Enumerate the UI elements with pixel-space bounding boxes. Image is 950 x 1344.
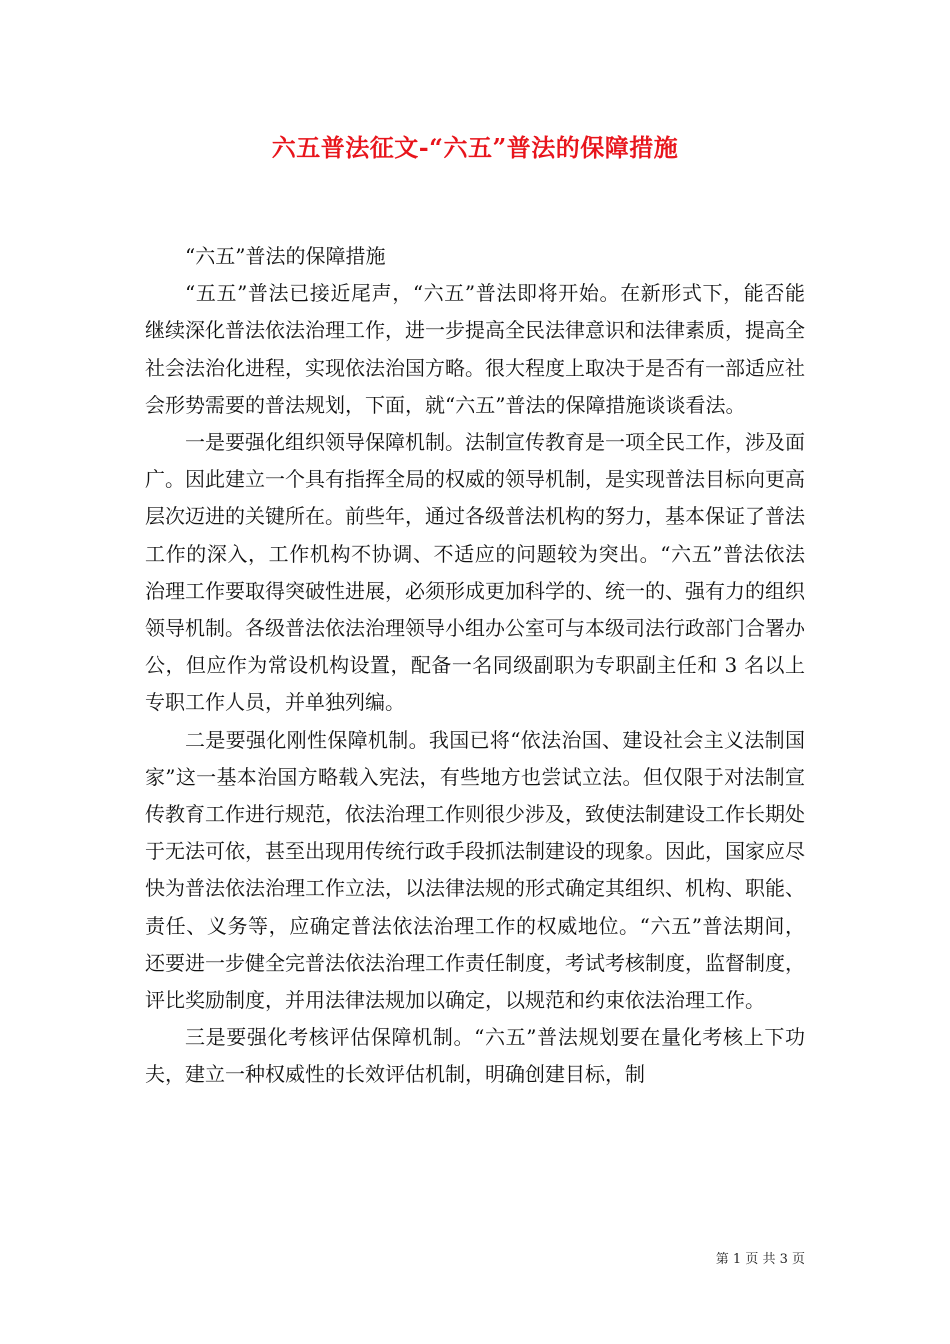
paragraph-point-one: 一是要强化组织领导保障机制。法制宣传教育是一项全民工作，涉及面广。因此建立一个具有指挥全局的权威的领导机制，是实现普法目标向更高层次迈进的关键所在。前些年，通过各级普法机构的努力，基本保证了普法工作的深入，工作机构不协调、不适应的问题较为突出。“六五”普法依法治理工作要取得突破性进展，必须形成更加科学的、统一的、强有力的组织领导机制。各级普法依法治理领导小组办公室可与本级司法行政部门合署办公，但应作为常设机构设置，配备一名同级副职为专职副主任和 3 名以上专职工作人员，并单独列编。 <box>145 430 805 715</box>
paragraph-subtitle: “六五”普法的保障措施 <box>185 244 386 268</box>
paragraph-point-two: 二是要强化刚性保障机制。我国已将“依法治国、建设社会主义法制国家”这一基本治国方略载入宪法，有些地方也尝试立法。但仅限于对法制宣传教育工作进行规范，依法治理工作则很少涉及，致使法制建设工作长期处于无法可依，甚至出现用传统行政手段抓法制建设的现象。因此，国家应尽快为普法依法治理工作立法，以法律法规的形式确定其组织、机构、职能、责任、义务等，应确定普法依法治理工作的权威地位。“六五”普法期间，还要进一步健全完普法依法治理工作责任制度，考试考核制度，监督制度，评比奖励制度，并用法律法规加以确定，以规范和约束依法治理工作。 <box>145 727 805 1013</box>
document-body <box>145 238 805 1094</box>
paragraph-intro: “五五”普法已接近尾声，“六五”普法即将开始。在新形式下，能否能继续深化普法依法治理工作，进一步提高全民法律意识和法律素质，提高全社会法治化进程，实现依法治国方略。很大程度上取决于是否有一部适应社会形势需要的普法规划，下面，就“六五”普法的保障措施谈谈看法。 <box>145 281 805 417</box>
page-number: 第 1 页 共 3 页 <box>715 1252 805 1267</box>
page-title: 六五普法征文-“六五”普法的保障措施 <box>271 133 679 162</box>
paragraph-point-three: 三是要强化考核评估保障机制。“六五”普法规划要在量化考核上下功夫，建立一种权威性的长效评估机制，明确创建目标，制 <box>145 1025 805 1087</box>
